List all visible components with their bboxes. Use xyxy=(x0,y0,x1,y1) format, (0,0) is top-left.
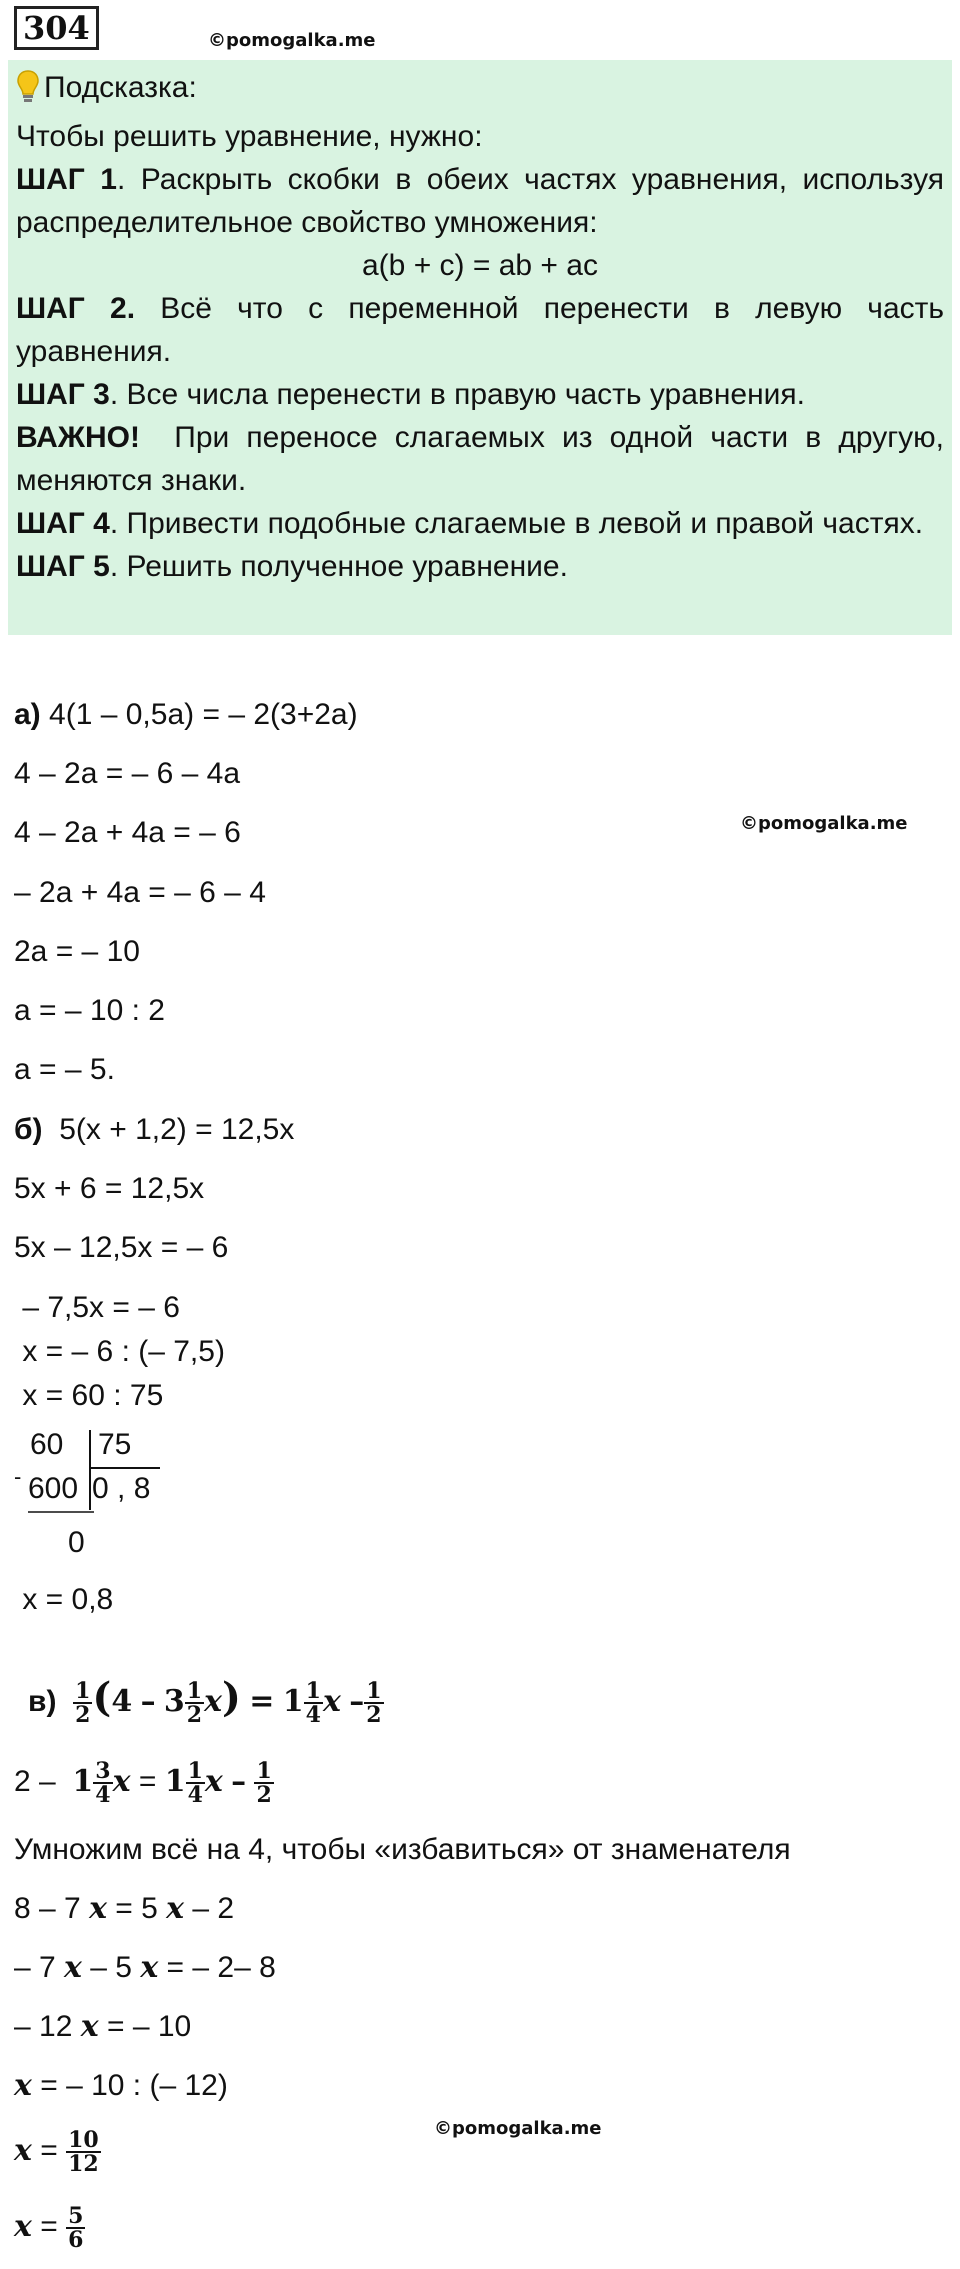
part-a-line-3: 4 – 2a + 4a = – 6 xyxy=(14,816,241,849)
part-b-label: б) xyxy=(14,1113,43,1146)
hint-box xyxy=(8,60,952,635)
part-c-note: Умножим всё на 4, чтобы «избавиться» от знаменателя xyxy=(14,1833,791,1866)
watermark-3: ©pomogalka.me xyxy=(434,2118,602,2139)
part-a-line-7: a = – 5. xyxy=(14,1053,115,1086)
part-b-answer: x = 0,8 xyxy=(14,1583,114,1616)
division-lines xyxy=(14,1428,174,1528)
part-b-line-2: 5x + 6 = 12,5x xyxy=(14,1172,205,1205)
division-quotient: 0 , 8 xyxy=(92,1472,151,1505)
part-c-line-1: 8 – 7 x = 5 x – 2 xyxy=(14,1891,235,1926)
hint-step-2: ШАГ 2. Всё что с переменной перенести в левую часть уравнения. xyxy=(16,292,944,368)
part-a-line-6: a = – 10 : 2 xyxy=(14,994,165,1027)
hint-step-5: ШАГ 5. Решить полученное уравнение. xyxy=(16,550,568,583)
part-b-line-3: 5x – 12,5x = – 6 xyxy=(14,1231,229,1264)
part-b-line-6: x = 60 : 75 xyxy=(14,1379,164,1412)
hint-step-1: ШАГ 1. Раскрыть скобки в обеих частях уравнения, используя распределительное свойство умножения: xyxy=(16,163,944,239)
part-c-line-6: x = $\frac{5}{6}$ xyxy=(14,2203,84,2254)
hint-step-3: ШАГ 3. Все числа перенести в правую часть уравнения. xyxy=(16,378,805,411)
watermark-2: ©pomogalka.me xyxy=(740,813,908,834)
division-remainder: 0 xyxy=(68,1526,85,1559)
part-c-line-2: – 7 x – 5 x = – 2– 8 xyxy=(14,1950,276,1985)
part-a-label: а) xyxy=(14,698,41,731)
part-c-label: в) xyxy=(28,1685,57,1718)
part-c-equation: в) $\frac{1}{2}$ (4 – 3 $\frac{1}{2}$ x) = 1 $\frac{1}{4}$ x – $\frac{1}{2}$ xyxy=(28,1674,382,1729)
division-dividend: 60 xyxy=(30,1428,64,1461)
hint-intro: Чтобы решить уравнение, нужно: xyxy=(16,120,483,153)
part-a-line-2: 4 – 2a = – 6 – 4a xyxy=(14,757,241,790)
hint-step-4: ШАГ 4. Привести подобные слагаемые в левой и правой частях. xyxy=(16,507,924,540)
part-c-line-3: – 12 x = – 10 xyxy=(14,2009,192,2044)
watermark: ©pomogalka.me xyxy=(208,30,376,51)
lightbulb-icon xyxy=(16,69,40,115)
part-b-line-5: x = – 6 : (– 7,5) xyxy=(14,1335,225,1368)
part-c-line-4: x = – 10 : (– 12) xyxy=(14,2068,228,2103)
part-c-line-5: x = $\frac{10}{12}$ xyxy=(14,2127,99,2178)
hint-title: Подсказка: xyxy=(44,71,197,104)
part-a-line-5: 2a = – 10 xyxy=(14,935,140,968)
division-divisor: 75 xyxy=(98,1428,132,1461)
division-subtrahend: 600 xyxy=(28,1472,79,1505)
division-minus: - xyxy=(14,1464,22,1489)
part-b-line-4: – 7,5x = – 6 xyxy=(14,1291,180,1324)
long-division xyxy=(14,1428,174,1559)
hint-formula: a(b + c) = ab + ac xyxy=(362,249,598,282)
part-a-line-4: – 2a + 4a = – 6 – 4 xyxy=(14,876,266,909)
part-c-eq-2: 2 – 1 $\frac{3}{4}$ x = 1 $\frac{1}{4}$ x – $\frac{1}{2}$ xyxy=(14,1758,272,1809)
part-a-line-1: а) 4(1 – 0,5a) = – 2(3+2a) xyxy=(14,698,358,731)
task-number: 304 xyxy=(14,6,99,50)
part-b-line-1: б) 5(x + 1,2) = 12,5x xyxy=(14,1113,295,1146)
hint-important: ВАЖНО! При переносе слагаемых из одной части в другую, меняются знаки. xyxy=(16,421,953,497)
